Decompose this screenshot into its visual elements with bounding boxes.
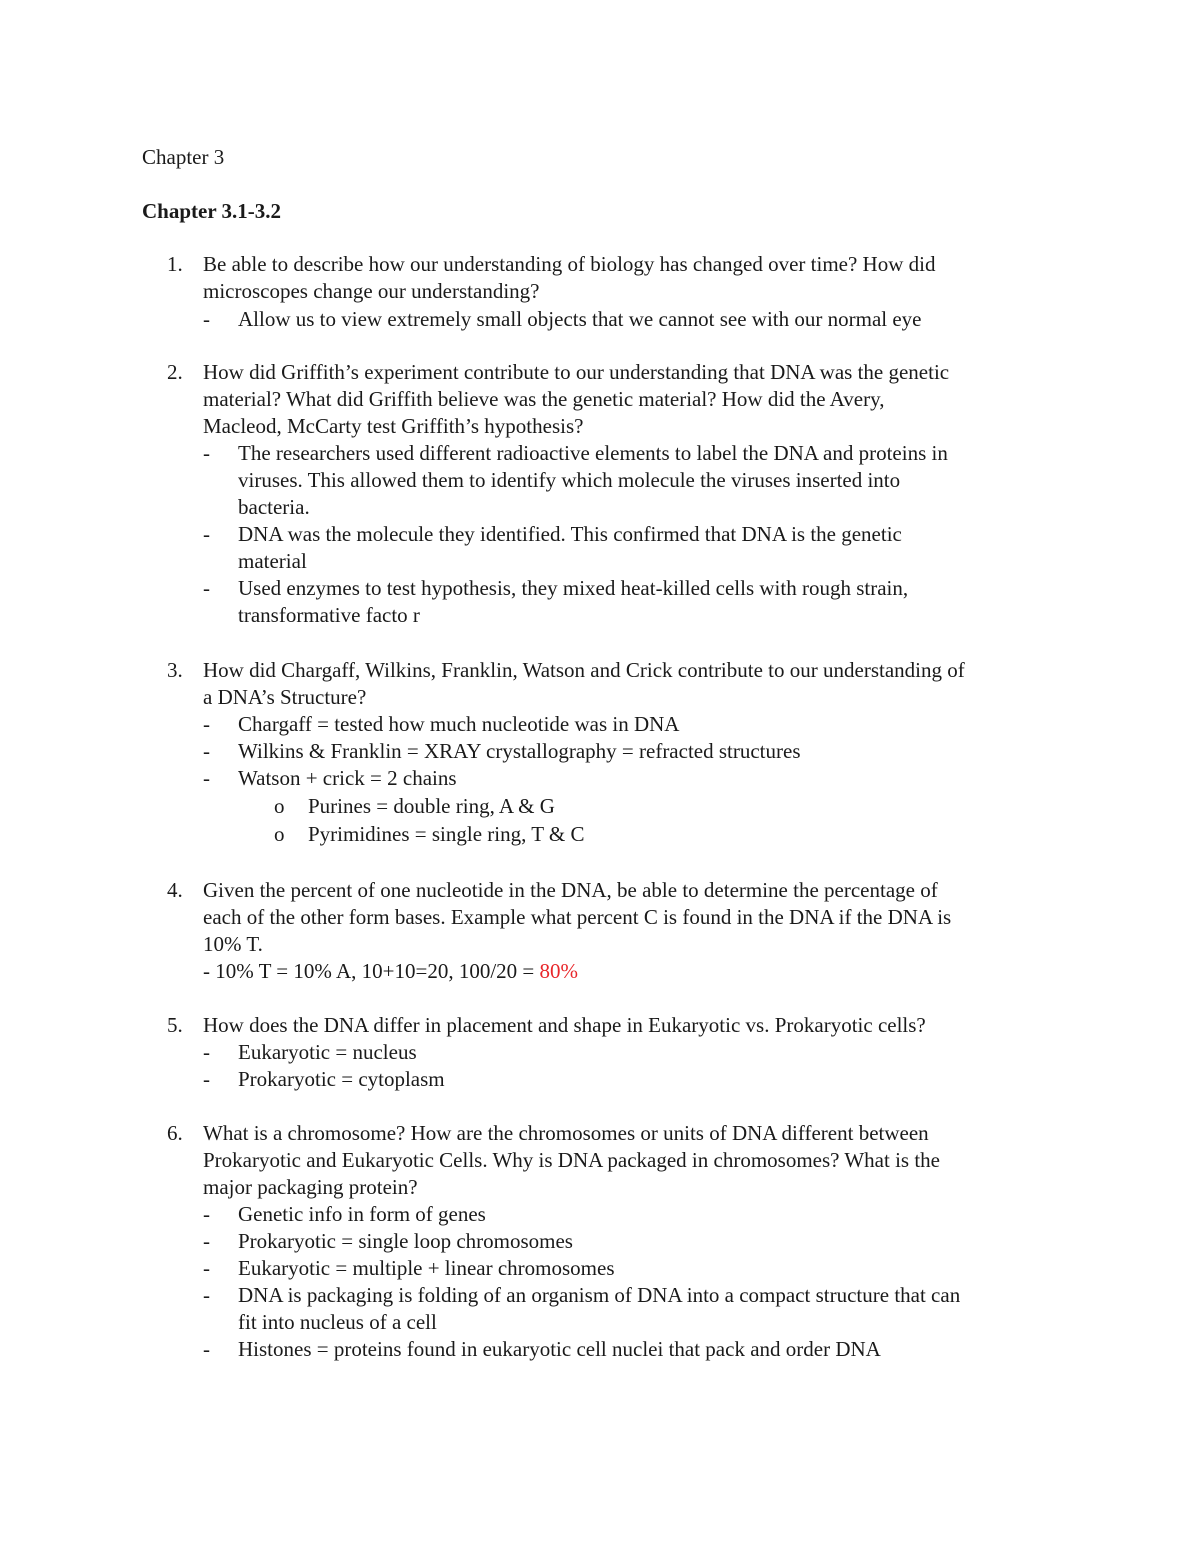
circle-bullet: o: [274, 822, 285, 846]
answer-text: Prokaryotic = cytoplasm: [238, 1067, 445, 1091]
answer-text: Wilkins & Franklin = XRAY crystallography = refracted structures: [238, 739, 801, 763]
question-number: 6.: [167, 1121, 183, 1145]
answer-text: Prokaryotic = single loop chromosomes: [238, 1229, 573, 1253]
dash-bullet: -: [203, 1067, 210, 1091]
dash-bullet: -: [203, 576, 210, 600]
answer-text: Chargaff = tested how much nucleotide was in DNA: [238, 712, 680, 736]
answer-text: Histones = proteins found in eukaryotic cell nuclei that pack and order DNA: [238, 1337, 881, 1361]
dash-bullet: -: [203, 1202, 210, 1226]
answer-text: Eukaryotic = nucleus: [238, 1040, 417, 1064]
circle-bullet: o: [274, 794, 285, 818]
answer-text: Watson + crick = 2 chains: [238, 766, 457, 790]
dash-bullet: -: [203, 712, 210, 736]
answer-text: Purines = double ring, A & G: [308, 794, 555, 818]
calculation-answer: [203, 958, 578, 985]
section-heading: Chapter 3.1-3.2: [142, 199, 282, 223]
answer-text: DNA was the molecule they identified. This confirmed that DNA is the genetic material: [238, 522, 902, 573]
highlighted-result: 80%: [539, 959, 579, 983]
question-number: 4.: [167, 878, 183, 902]
question-number: 3.: [167, 658, 183, 682]
dash-bullet: -: [203, 1283, 210, 1307]
answer-text: Pyrimidines = single ring, T & C: [308, 822, 585, 846]
question-text: How does the DNA differ in placement and shape in Eukaryotic vs. Prokaryotic cells?: [203, 1013, 926, 1037]
question-number: 2.: [167, 360, 183, 384]
answer-text: DNA is packaging is folding of an organism of DNA into a compact structure that can fit into nucleus of a cell: [238, 1283, 961, 1334]
question-text: Be able to describe how our understanding of biology has changed over time? How did microscopes change our understanding?: [203, 252, 936, 303]
question-text: Given the percent of one nucleotide in the DNA, be able to determine the percentage of each of the other form bases. Example what percent C is found in the DNA if the DNA is 10% T.: [203, 878, 952, 956]
question-text: How did Griffith’s experiment contribute to our understanding that DNA was the genetic material? What did Griffith believe was the genetic material? How did the Avery, Macleod, McCarty test Griffith’s hypothesis?: [203, 360, 950, 438]
question-text: What is a chromosome? How are the chromosomes or units of DNA different between Prokaryotic and Eukaryotic Cells. Why is DNA packaged in chromosomes? What is the major packaging protein?: [203, 1121, 940, 1199]
dash-bullet: -: [203, 1256, 210, 1280]
answer-text: The researchers used different radioactive elements to label the DNA and proteins in viruses. This allowed them to identify which molecule the viruses inserted into bacteria.: [238, 441, 948, 519]
dash-bullet: -: [203, 739, 210, 763]
calculation-text: - 10% T = 10% A, 10+10=20, 100/20 =: [203, 959, 540, 983]
dash-bullet: -: [203, 441, 210, 465]
document-title: Chapter 3: [142, 145, 225, 169]
answer-text: Used enzymes to test hypothesis, they mixed heat-killed cells with rough strain, transformative facto r: [238, 576, 909, 627]
question-text: How did Chargaff, Wilkins, Franklin, Watson and Crick contribute to our understanding of a DNA’s Structure?: [203, 658, 965, 709]
dash-bullet: -: [203, 307, 210, 331]
question-number: 1.: [167, 252, 183, 276]
answer-text: Genetic info in form of genes: [238, 1202, 486, 1226]
dash-bullet: -: [203, 522, 210, 546]
question-number: 5.: [167, 1013, 183, 1037]
answer-text: Eukaryotic = multiple + linear chromosomes: [238, 1256, 615, 1280]
answer-text: Allow us to view extremely small objects that we cannot see with our normal eye: [238, 307, 922, 331]
dash-bullet: -: [203, 1040, 210, 1064]
dash-bullet: -: [203, 1229, 210, 1253]
dash-bullet: -: [203, 766, 210, 790]
dash-bullet: -: [203, 1337, 210, 1361]
